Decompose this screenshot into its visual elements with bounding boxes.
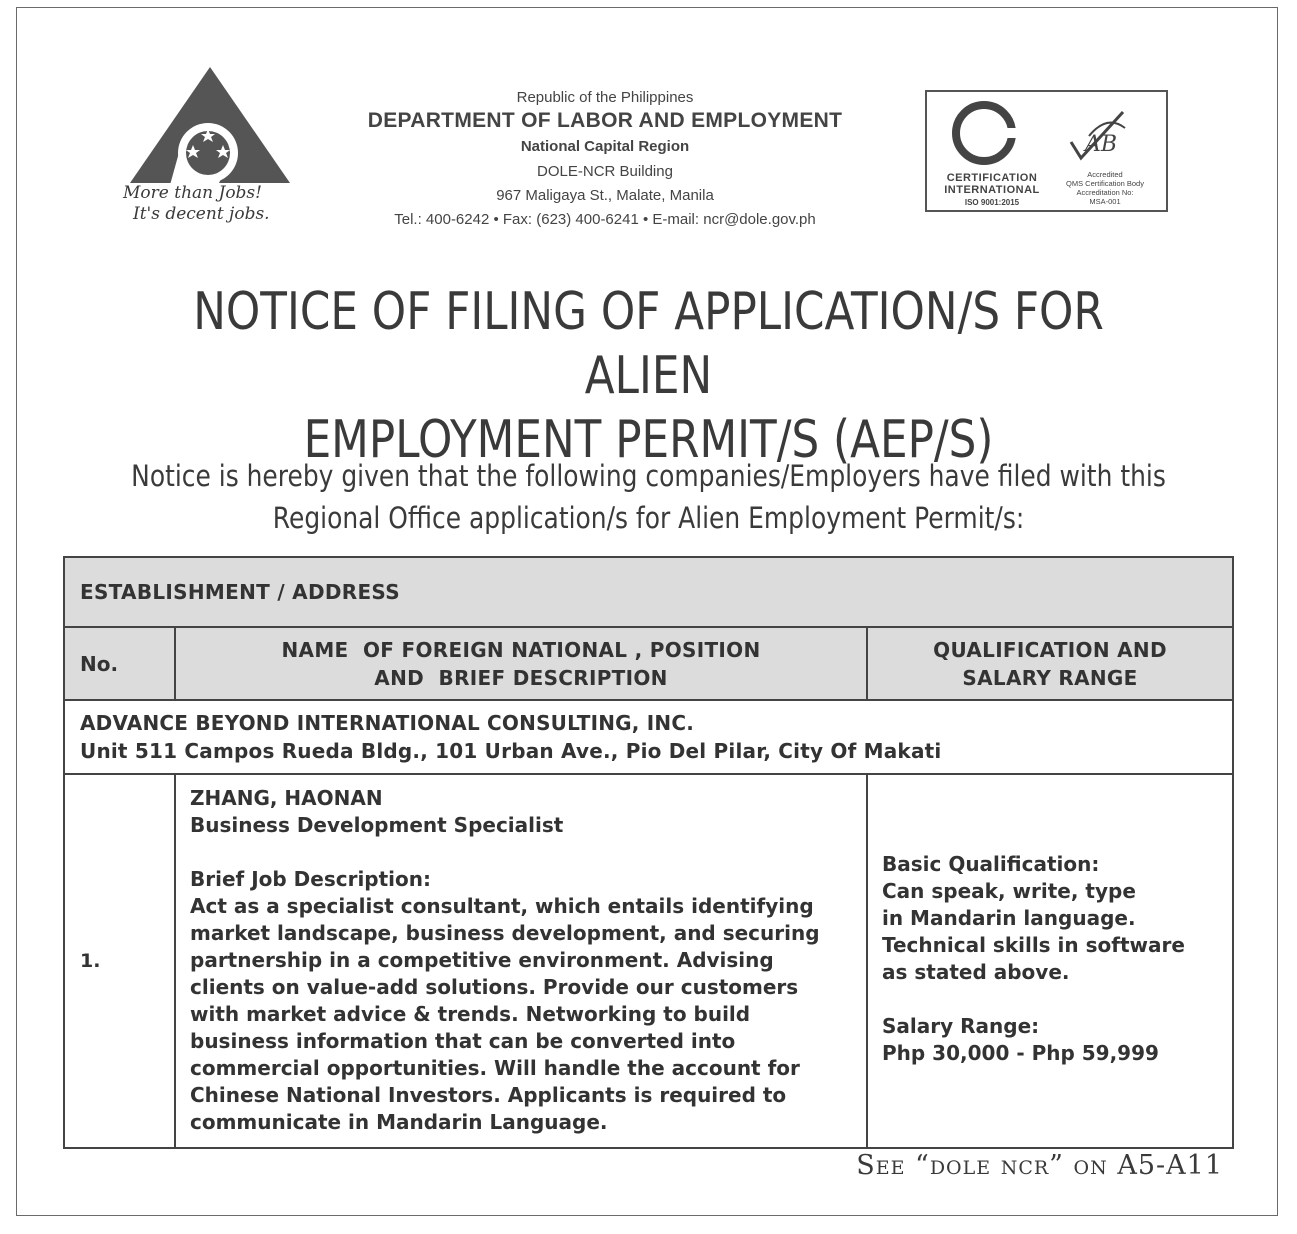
col-qual-line-2: SALARY RANGE [962,665,1138,690]
notice-title [137,280,1159,472]
establishment-header-row [65,558,1232,626]
entry-qualification [868,775,1232,1147]
company-row [65,699,1232,773]
col-name-header [176,628,868,699]
iab-text [1055,170,1155,206]
establishment-header: ESTABLISHMENT / ADDRESS [80,580,400,604]
desc-line: commercial opportunities. Will handle the account for [190,1056,800,1080]
iab-line-3: Accreditation No: [1076,188,1134,197]
company-name: ADVANCE BEYOND INTERNATIONAL CONSULTING, INC. [80,711,695,735]
qual-line: Technical skills in software [882,933,1185,957]
desc-line: with market advice & trends. Networking to build [190,1002,751,1026]
qual-line: as stated above. [882,960,1070,984]
table-row [65,773,1232,1147]
iab-line-2: QMS Certification Body [1066,179,1144,188]
certification-box [925,90,1168,212]
letterhead [300,88,910,232]
iab-line-4: MSA-001 [1089,197,1121,206]
desc-line: business information that can be converted into [190,1029,736,1053]
department-name: DEPARTMENT OF LABOR AND EMPLOYMENT [367,109,843,132]
desc-line: partnership in a competitive environment. Advising [190,948,774,972]
triangle-logo-icon [120,65,315,185]
column-header-row [65,626,1232,699]
ci-ring-icon [949,98,1019,168]
desc-label: Brief Job Description: [190,867,432,891]
building-name: DOLE-NCR Building [537,163,673,180]
qual-line: Can speak, write, type [882,879,1136,903]
desc-line: Chinese National Investors. Applicants is required to [190,1083,787,1107]
contact-line: Tel.: 400-6242 • Fax: (623) 400-6241 • E-mail: ncr@dole.gov.ph [394,211,816,228]
ci-line-2: INTERNATIONAL [944,184,1040,196]
title-line-2: EMPLOYMENT PERMIT/S (AEP/S) [303,410,994,470]
street-address: 967 Maligaya St., Malate, Manila [496,187,714,204]
salary-range: Php 30,000 - Php 59,999 [882,1041,1159,1065]
see-reference: See “dole ncr” on A5-A11 [856,1150,1223,1181]
col-qual-line-1: QUALIFICATION AND [933,637,1167,662]
company-address: Unit 511 Campos Rueda Bldg., 101 Urban Ave., Pio Del Pilar, City Of Makati [80,739,942,763]
col-name-line-2: AND BRIEF DESCRIPTION [374,665,668,690]
qual-line: in Mandarin language. [882,906,1136,930]
desc-line: market landscape, business development, and securing [190,921,820,945]
ci-line-3: ISO 9001:2015 [964,198,1020,207]
dole-logo [120,65,315,245]
title-line-1: NOTICE OF FILING OF APPLICATION/S FOR ALIEN [193,282,1104,406]
salary-label: Salary Range: [882,1014,1040,1038]
desc-line: Act as a specialist consultant, which entails identifying [190,894,814,918]
ci-line-1: CERTIFICATION [946,172,1038,184]
republic-line: Republic of the Philippines [516,89,694,106]
qual-label: Basic Qualification: [882,852,1100,876]
notice-intro [125,455,1172,539]
desc-line: communicate in Mandarin Language. [190,1110,608,1134]
foreign-national-name: ZHANG, HAONAN [190,786,383,810]
entry-number: 1. [65,775,176,1147]
logo-tagline [120,183,318,225]
tagline-line-1: More than Jobs! [123,183,262,203]
col-no-header: No. [65,628,176,699]
ci-text [931,172,1053,209]
entry-description [176,775,868,1147]
intro-line-2: Regional Office application/s for Alien Employment Permit/s: [272,501,1025,535]
tagline-line-2: It's decent jobs. [133,204,270,224]
col-qual-header [868,628,1232,699]
iab-line-1: Accredited [1087,170,1123,179]
intro-line-1: Notice is hereby given that the following companies/Employers have filed with this [131,459,1166,493]
region-name: National Capital Region [520,138,690,155]
aep-table [63,556,1234,1149]
desc-line: clients on value-add solutions. Provide our customers [190,975,799,999]
iab-letters: AB [1085,132,1118,157]
col-name-line-1: NAME OF FOREIGN NATIONAL , POSITION [281,637,761,662]
company-info [65,701,956,773]
position-title: Business Development Specialist [190,813,564,837]
